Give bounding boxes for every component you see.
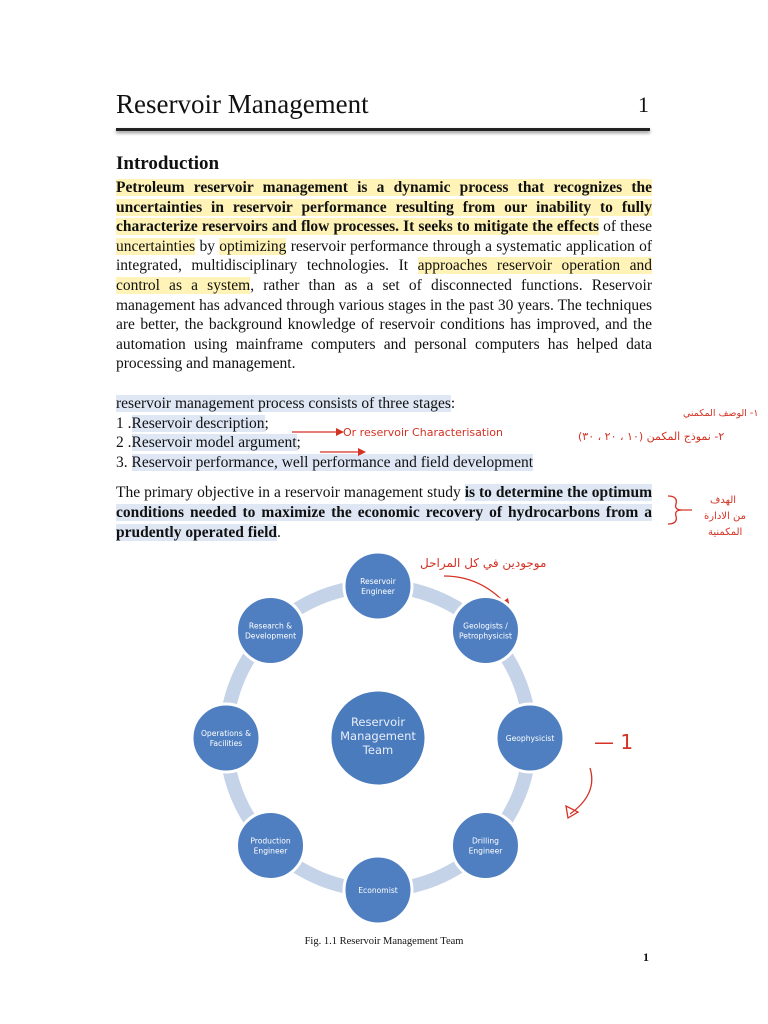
intro-text: reservoir performance through a systematic application of integrated, multidisciplinary technologies. It bbox=[116, 237, 653, 275]
role-node-label: Geophysicist bbox=[505, 734, 555, 743]
highlight-uncertainties: uncertainties bbox=[116, 237, 196, 255]
team-diagram-svg bbox=[168, 553, 588, 933]
intro-text: by bbox=[195, 237, 220, 255]
objective-text: The primary objective in a reservoir management study bbox=[116, 484, 465, 502]
annotation-characterisation: Or reservoir Characterisation bbox=[343, 426, 503, 439]
objective-highlight: is to determine the optimum conditions needed to maximize the economic recovery of hydrocarbons from a prudently operated field bbox=[116, 484, 652, 541]
objective-paragraph bbox=[116, 483, 652, 542]
role-node bbox=[344, 553, 412, 620]
role-node-label: Operations & bbox=[200, 729, 252, 738]
highlight-system: approaches reservoir operation and control as a system bbox=[116, 257, 652, 294]
role-node bbox=[344, 856, 412, 924]
role-node bbox=[237, 597, 305, 665]
stages-colon: : bbox=[450, 394, 456, 412]
role-node-label: Engineer bbox=[468, 846, 503, 856]
stage-punct: ; bbox=[296, 434, 301, 452]
center-label-line: Management bbox=[340, 729, 416, 743]
role-node bbox=[451, 597, 519, 665]
stage-item-3 bbox=[116, 453, 652, 473]
intro-text: , rather than as a set of disconnected functions. Reservoir management has advanced through various stages in the past 30 years. The techniques are better, the background knowledge of reservoir conditions has improved, and the automation using mainframe computers and personal computers has helped data processing and management. bbox=[116, 276, 652, 373]
intro-text: of these bbox=[603, 218, 653, 236]
header-divider bbox=[116, 128, 650, 131]
annotation-arabic-team: موجودين في كل المراحل bbox=[420, 556, 547, 570]
stage-number: 2 . bbox=[116, 434, 132, 452]
annotation-arabic-objective-2: من الادارة bbox=[704, 511, 746, 522]
introduction-heading: Introduction bbox=[116, 153, 220, 174]
center-node bbox=[330, 690, 426, 786]
role-node-label: Drilling bbox=[471, 836, 500, 846]
annotation-arabic-stage1: ١- الوصف المكمني bbox=[683, 408, 759, 419]
center-label-line: Reservoir bbox=[350, 715, 406, 729]
role-node-label: Engineer bbox=[361, 587, 395, 596]
annotation-arrow-2 bbox=[318, 444, 372, 460]
role-node-label: Petrophysicist bbox=[458, 631, 512, 641]
stage-punct: ; bbox=[264, 414, 269, 432]
role-node bbox=[192, 704, 260, 772]
role-node-label: Facilities bbox=[209, 739, 243, 748]
intro-sentence-highlight: Petroleum reservoir management is a dynamic process that recognizes the uncertainties in reservoir performance resulting from our inability to fully characterize reservoirs and flow processes. It seeks to mitigate the effects bbox=[116, 179, 652, 236]
main-content bbox=[116, 152, 652, 542]
stage-number: 1 . bbox=[116, 414, 132, 432]
annotation-arabic-objective-3: المكمنية bbox=[708, 527, 743, 538]
stage-text: Reservoir model argument bbox=[131, 434, 297, 452]
role-node-label: Geologists / bbox=[463, 621, 508, 631]
stage-number: 3. bbox=[116, 453, 132, 471]
role-node bbox=[237, 811, 305, 879]
annotation-arabic-stage2: ٢- نموذج المكمن (١٠ ، ٢٠ ، ٣٠) bbox=[578, 430, 725, 443]
annotation-arrow-1 bbox=[290, 424, 350, 440]
annotation-mark-one: — 1 bbox=[594, 730, 634, 754]
role-node-label: Reservoir bbox=[360, 577, 396, 586]
footer-page-number: 1 bbox=[643, 950, 649, 964]
role-node-label: Research & bbox=[248, 621, 293, 631]
objective-end: . bbox=[277, 523, 281, 541]
figure-caption: Fig. 1.1 Reservoir Management Team bbox=[304, 936, 464, 947]
highlight-optimizing: optimizing bbox=[219, 237, 287, 255]
introduction-paragraph bbox=[116, 178, 652, 374]
stage-text: Reservoir description bbox=[131, 414, 265, 432]
role-node-label: Development bbox=[244, 631, 297, 641]
stage-text: Reservoir performance, well performance and field development bbox=[131, 453, 534, 471]
team-diagram bbox=[168, 553, 588, 933]
role-node-label: Economist bbox=[358, 886, 398, 895]
role-node-label: Engineer bbox=[253, 846, 288, 856]
role-node-label: Production bbox=[250, 836, 291, 846]
page-title: Reservoir Management bbox=[116, 89, 369, 119]
annotation-arabic-objective-1: الهدف bbox=[710, 495, 737, 506]
stages-intro-text: reservoir management process consists of three stages bbox=[116, 394, 451, 412]
stages-intro bbox=[116, 394, 652, 414]
header-page-number: 1 bbox=[638, 92, 649, 117]
center-label-line: Team bbox=[362, 743, 394, 757]
role-node bbox=[496, 704, 564, 772]
annotation-brace bbox=[664, 492, 694, 528]
role-node bbox=[451, 811, 519, 879]
role-node-circle bbox=[192, 704, 260, 772]
